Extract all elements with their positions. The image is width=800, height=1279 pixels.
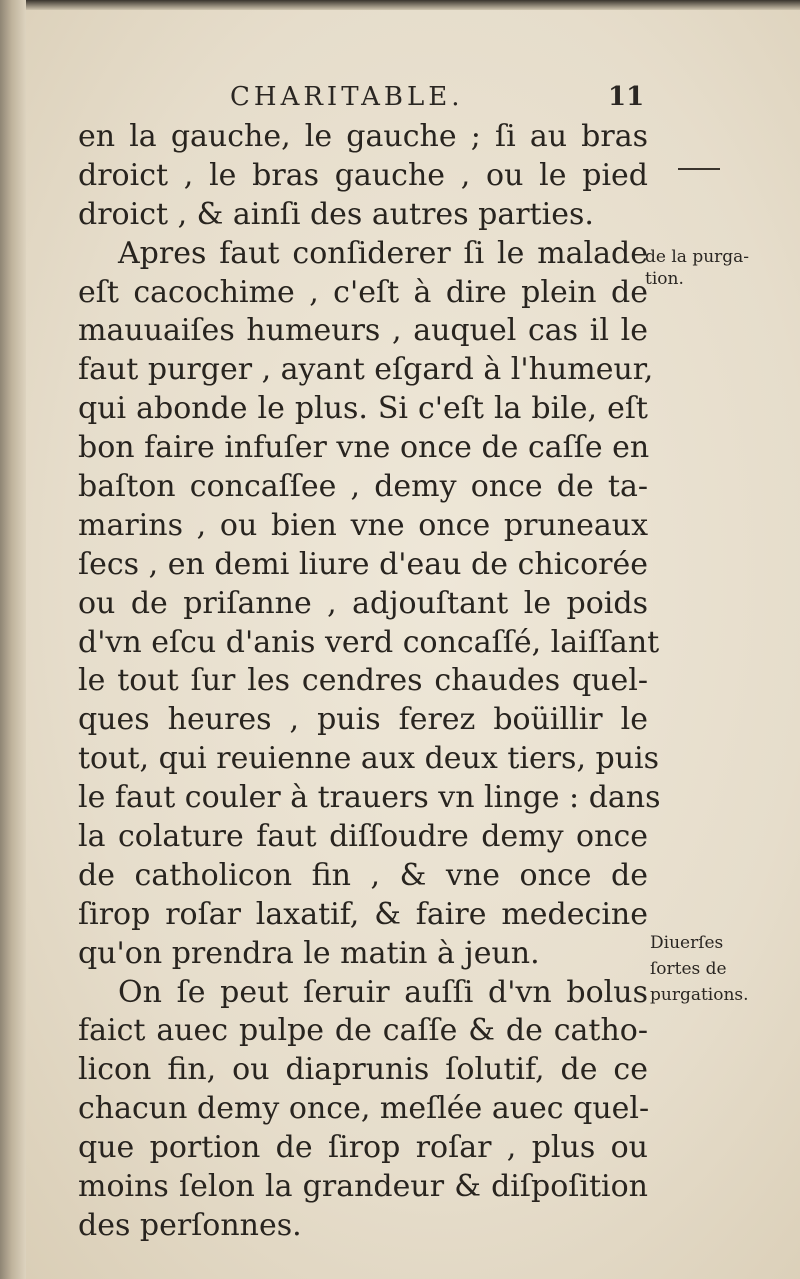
text-line: qui abonde le plus. Si c'eſt la bile, eſt (78, 391, 648, 427)
text-line: ques heures , puis ferez boüillir le (78, 702, 648, 738)
margin-note-line: de la purga- (645, 247, 750, 267)
text-line: la colature faut diſſoudre demy once (78, 819, 648, 855)
text-line: droict , & ainſi des autres parties. (78, 196, 594, 232)
text-line: ou de priſanne , adjouſtant le poids (78, 585, 648, 621)
text-line: eſt cacochime , c'eſt à dire plein de (78, 274, 648, 310)
text-line: que portion de ſirop roſar , plus ou (78, 1130, 648, 1166)
text-line: le tout ſur les cendres chaudes quel- (78, 663, 648, 699)
text-line: faut purger , ayant eſgard à l'humeur, (78, 352, 654, 388)
text-line: ſirop roſar laxatif, & faire medecine (78, 896, 648, 932)
page-top-edge (0, 0, 800, 10)
text-line: qu'on prendra le matin à jeun. (78, 935, 540, 971)
running-head: CHARITABLE. (230, 82, 464, 112)
text-line: chacun demy once, meſlée auec quel- (78, 1091, 650, 1127)
text-line: des perſonnes. (78, 1207, 302, 1243)
text-line: le faut couler à trauers vn linge : dans (78, 780, 661, 816)
text-line: On ſe peut ſeruir auſſi d'vn bolus (118, 974, 648, 1010)
margin-note-line: ſortes de (650, 959, 727, 979)
text-line: licon fin, ou diaprunis ſolutif, de ce (78, 1052, 648, 1088)
text-line: droict , le bras gauche , ou le pied (78, 157, 648, 193)
margin-note-diverses (650, 930, 749, 1008)
margin-note-line: tion. (645, 269, 684, 289)
text-line: faict auec pulpe de caſſe & de catho- (78, 1013, 648, 1049)
page-header (230, 82, 660, 118)
text-line: en la gauche, le gauche ; ſi au bras (78, 119, 648, 154)
text-line: mauuaiſes humeurs , auquel cas il le (78, 313, 648, 349)
text-line: moins ſelon la grandeur & diſpoſition (78, 1169, 648, 1205)
margin-dash (678, 168, 720, 170)
text-line: baſton concaſſee , demy once de ta- (78, 469, 648, 505)
margin-note-purgation (645, 246, 749, 290)
text-line: marins , ou bien vne once pruneaux (78, 507, 648, 543)
text-line: tout, qui reuienne aux deux tiers, puis (78, 741, 660, 777)
margin-note-line: Diuerſes (650, 933, 724, 953)
text-line: Apres faut conſiderer ſi le malade (118, 235, 648, 271)
page-number: 11 (608, 82, 645, 112)
text-line: d'vn eſcu d'anis verd concaſſé, laiſſant (78, 624, 660, 660)
text-line: ſecs , en demi liure d'eau de chicorée (78, 546, 648, 582)
margin-note-line: purgations. (650, 985, 749, 1005)
page-gutter (0, 0, 26, 1279)
text-line: de catholicon fin , & vne once de (78, 857, 648, 893)
text-line: bon faire infuſer vne once de caſſe en (78, 430, 650, 466)
body-text (78, 118, 661, 1246)
